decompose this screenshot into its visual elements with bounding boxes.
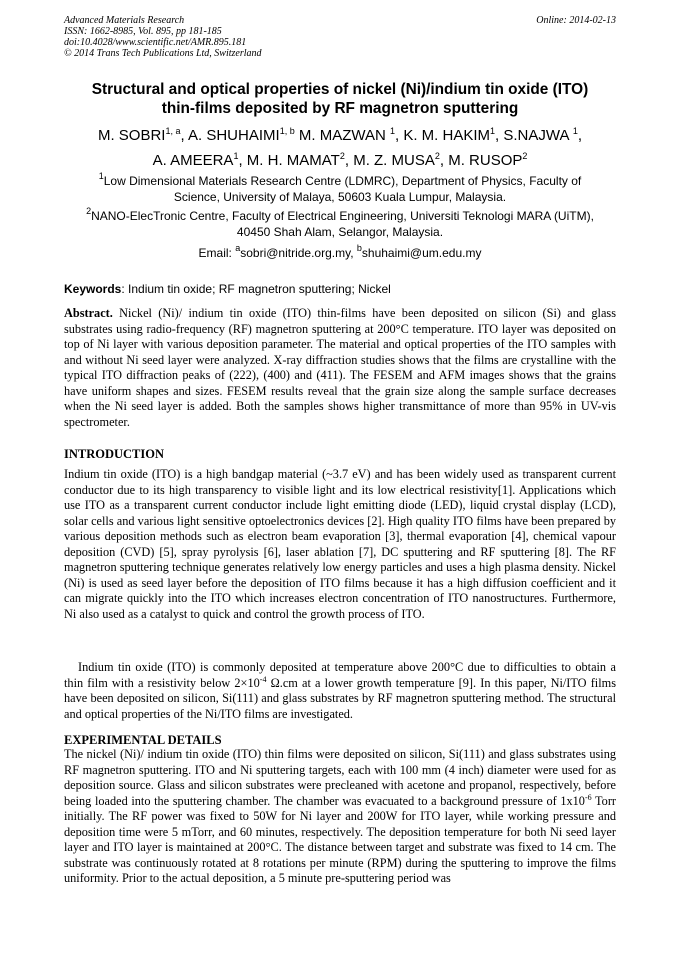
author-affil-mark: 1 (389, 126, 395, 136)
paragraph: The nickel (Ni)/ indium tin oxide (ITO) thin films were deposited on silicon, Si(111) and glass substrates using RF magnetron sputtering. ITO and Ni sputtering targets, each with 100 mm (4 inch) diameter were used for as deposition source. Glass and silicon substrates were precleaned with acetone and propanol, respectively, before being loaded into the sputtering chamber. The chamber was evacuated to a background pressure of $1x10^{-6}$ Torr initially. The RF power was fixed to 50W for Ni layer and 200W for ITO layer, while working pressure and deposition time were 5 mTorr, and 60 minutes, respectively. The deposition temperature for both Ni seed layer layer and ITO layer is maintained at 200°C. The distance between target and substrate was fixed to 14 cm. The substrate was continuously rotated at 8 rotations per minute (RPM) during the sputtering to improve the films uniformity. Prior to the actual deposition, a 5 minute pre-sputtering period was (64, 747, 617, 885)
author-affil-mark: 2 (522, 151, 528, 161)
author: , S.NAJWA (495, 127, 573, 144)
author: , M. RUSOP (439, 152, 523, 169)
keywords (64, 282, 616, 297)
journal-name: Advanced Materials Research (64, 15, 185, 26)
author-affil-mark: 1, a (165, 126, 181, 136)
keywords-label: Keywords (64, 282, 122, 296)
author: , M. H. MAMAT (238, 152, 340, 169)
author-separator: , (577, 127, 583, 144)
author-list (64, 123, 616, 173)
email-address-a[interactable]: sobri@nitride.org.my, (240, 246, 357, 260)
author: M. MAZWAN (294, 127, 390, 144)
paragraph: Indium tin oxide (ITO) is commonly deposited at temperature above 200°C due to difficulties to obtain a thin film with a resistivity below $2\times 10^{-4}$ Ω.cm at a lower growth temperature [9]. In this paper, Ni/ITO films have been deposited on silicon, Si(111) and glass substrates by RF magnetron sputtering method. The structural and optical properties of the Ni/ITO films are investigated. (64, 660, 616, 721)
author-affil-mark: 1, b (279, 126, 295, 136)
author-affil-mark: 1 (572, 126, 578, 136)
email-mark: b (356, 243, 362, 253)
email-line (64, 243, 616, 261)
author: , M. Z. MUSA (344, 152, 435, 169)
section-heading-introduction: INTRODUCTION (64, 447, 165, 461)
affiliation-text: Low Dimensional Materials Research Centre (LDMRC), Department of Physics, Faculty of (103, 174, 582, 188)
email-mark: a (235, 243, 241, 253)
affiliation-text: 40450 Shah Alam, Selangor, Malaysia. (236, 224, 444, 239)
abstract (64, 306, 616, 430)
author-affil-mark: 1 (233, 151, 239, 161)
author-line-2 (64, 148, 616, 173)
author: A. AMEERA (152, 152, 234, 169)
keywords-text: : Indium tin oxide; RF magnetron sputtering; Nickel (121, 282, 391, 296)
copyright-line: © 2014 Trans Tech Publications Ltd, Switzerland (64, 48, 262, 59)
exponent: -6 (584, 792, 592, 802)
doi-line[interactable]: doi:10.4028/www.scientific.net/AMR.895.181 (64, 37, 247, 48)
paragraph: Indium tin oxide (ITO) is a high bandgap material (~3.7 eV) and has been widely used as transparent current conductor due to its high transparency to visible light and its low electrical resistivity[1]. Applications which use ITO as a transparent current conductor include light emitting diode (LED), liquid crystal display (LCD), solar cells and various light sensitive optoelectronics devices [2]. High quality ITO films have been prepared by various deposition methods such as electron beam evaporation [3], thermal evaporation [4], chemical vapour deposition (CVD) [5], spray pyrolysis [6], laser ablation [7], DC sputtering and RF sputtering [8]. The RF magnetron sputtering technique generates relatively low energy particles and uses a high plasma density. Nickel (Ni) is used as seed layer before the deposition of ITO films because it has a high diffusion coefficient and it can migrate quickly into the ITO which increases electron concentration of ITO nanostructures. Furthermore, Ni also used as a catalyst to quick and control the growth process of ITO. (64, 467, 616, 621)
author-affil-mark: 2 (339, 151, 345, 161)
paper-title (64, 80, 616, 118)
affiliation-2 (64, 206, 616, 240)
affil-mark: 1 (98, 171, 104, 181)
author-line-1 (64, 123, 616, 148)
affil-mark: 2 (86, 206, 92, 216)
affiliation-text: NANO-ElecTronic Centre, Faculty of Electrical Engineering, Universiti Teknologi MARA (UiTM), (91, 209, 594, 223)
author-affil-mark: 1 (490, 126, 496, 136)
abstract-text: Nickel (Ni)/ indium tin oxide (ITO) thin-films have been deposited on silicon (Si) and glass substrates using radio-frequency (RF) magnetron sputtering at 200°C temperature. ITO layer was deposited on top of Ni layer with various deposition parameter. The material and optical properties of the ITO samples with and without Ni seed layer were analyzed. X-ray diffraction studies shows that the films are crystalline with the typical ITO diffraction peaks of (222), (400) and (411). The FESEM and AFM images shows that the grains have uniform shapes and sizes. FESEM results reveal that the grain size along the sample surface decreases when the Ni seed layer is added. Both the samples shows higher transmittance of more than 95% in UV-vis spectrometer. (64, 306, 616, 429)
issn-line: ISSN: 1662-8985, Vol. 895, pp 181-185 (64, 26, 222, 37)
author: , A. SHUHAIMI (180, 127, 280, 144)
email-address-b[interactable]: shuhaimi@um.edu.my (361, 246, 482, 260)
author: , K. M. HAKIM (395, 127, 491, 144)
author-affil-mark: 2 (434, 151, 440, 161)
title-line-1: Structural and optical properties of nickel (Ni)/indium tin oxide (ITO) (91, 81, 589, 98)
section-heading-experimental: EXPERIMENTAL DETAILS (64, 733, 222, 747)
online-date: Online: 2014-02-13 (536, 15, 616, 26)
exponent: -4 (259, 674, 267, 684)
email-label: Email: (198, 246, 236, 260)
author: M. SOBRI (97, 127, 166, 144)
journal-header (64, 15, 616, 59)
abstract-label: Abstract. (64, 306, 113, 320)
affiliation-1 (64, 171, 616, 205)
affiliation-text: Science, University of Malaya, 50603 Kuala Lumpur, Malaysia. (173, 189, 507, 204)
title-line-2: thin-films deposited by RF magnetron sputtering (161, 100, 519, 117)
